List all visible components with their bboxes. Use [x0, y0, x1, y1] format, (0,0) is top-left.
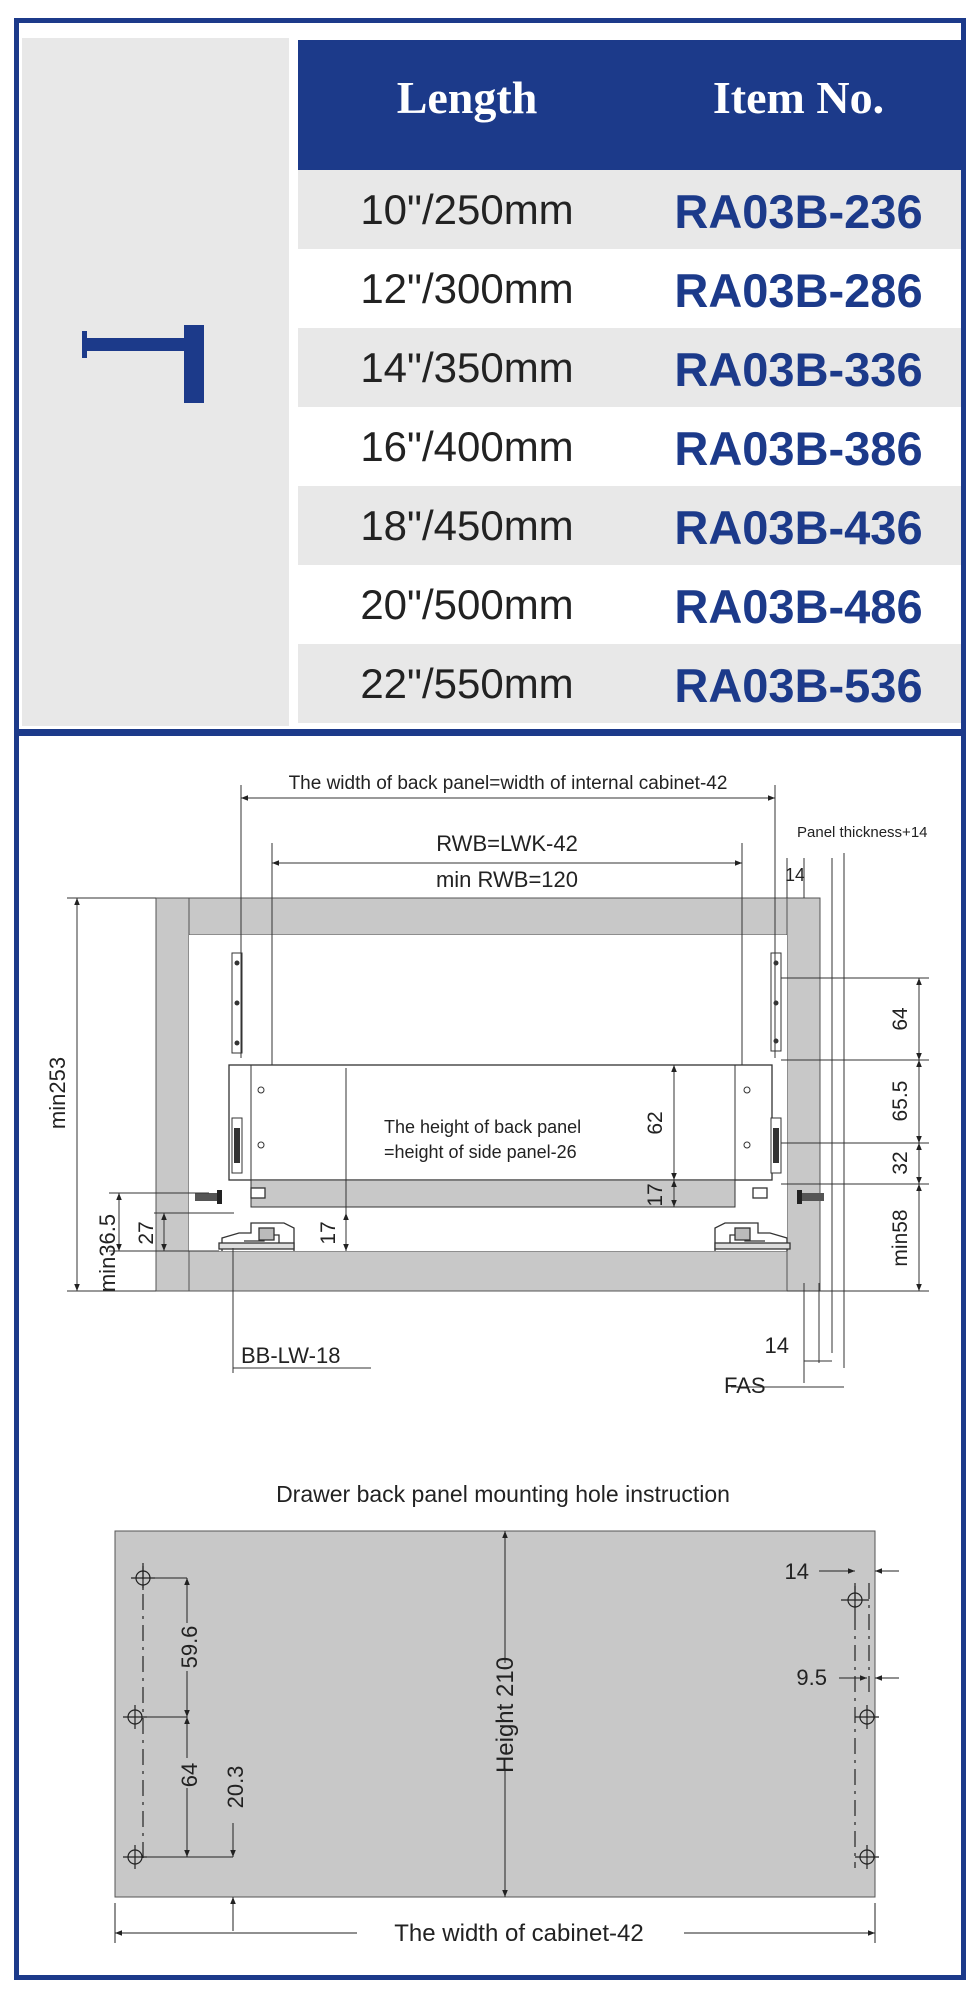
label-min253: min253: [45, 1056, 70, 1130]
label-panel-thickness: Panel thickness+14: [797, 824, 928, 841]
label-27: 27: [135, 1221, 158, 1245]
bottom-panel: [189, 1251, 787, 1291]
label-14-bottom: 14: [764, 1333, 789, 1358]
cell-length: 10"/250mm: [360, 186, 574, 233]
label-59-6: 59.6: [177, 1625, 202, 1669]
header-item-no: Item No.: [712, 72, 885, 123]
cell-item-no: RA03B-386: [674, 422, 923, 475]
mounting-hole-drawing: [115, 1481, 899, 1947]
label-width-cabinet: The width of cabinet-42: [394, 1920, 644, 1947]
label-min36-5: min36.5: [95, 1213, 120, 1293]
cell-item-no: RA03B-536: [674, 659, 923, 712]
cell-item-no: RA03B-436: [674, 501, 923, 554]
cell-length: 18"/450mm: [360, 502, 574, 549]
top-panel: [189, 898, 787, 935]
label-14-right: 14: [784, 1559, 809, 1584]
cell-item-no: RA03B-236: [674, 185, 923, 238]
label-62: 62: [644, 1111, 667, 1135]
cell-length: 16"/400mm: [360, 423, 574, 470]
label-64: 64: [889, 1007, 912, 1031]
cell-item-no: RA03B-336: [674, 343, 923, 396]
label-height-210: Height 210: [492, 1656, 519, 1774]
label-65-5: 65.5: [889, 1080, 912, 1122]
label-14-top: 14: [784, 865, 806, 885]
label-height-note-1: The height of back panel: [384, 1117, 582, 1137]
spec-sheet-frame: [14, 18, 966, 1980]
label-17-low: 17: [317, 1221, 340, 1245]
label-64-holes: 64: [177, 1762, 202, 1788]
technical-drawings: [19, 23, 961, 1980]
label-20-3: 20.3: [223, 1765, 248, 1809]
cell-length: 14"/350mm: [360, 344, 574, 391]
label-bb-lw-18: BB-LW-18: [241, 1343, 341, 1368]
left-cabinet-side: [156, 898, 189, 1291]
label-17-mid: 17: [644, 1183, 667, 1207]
label-height-note-2: =height of side panel-26: [384, 1142, 577, 1162]
label-back-panel-width: The width of back panel=width of internal cabinet-42: [288, 773, 728, 794]
header-length: Length: [396, 72, 538, 123]
cell-item-no: RA03B-486: [674, 580, 923, 633]
label-mounting-title: Drawer back panel mounting hole instruction: [276, 1481, 730, 1507]
label-fas: FAS: [724, 1373, 766, 1398]
label-9-5: 9.5: [796, 1665, 827, 1690]
cell-length: 22"/550mm: [360, 660, 574, 707]
label-min58: min58: [889, 1209, 912, 1267]
cell-length: 12"/300mm: [360, 265, 574, 312]
label-32: 32: [889, 1151, 912, 1175]
label-min-rwb: min RWB=120: [435, 867, 579, 892]
cell-length: 20"/500mm: [360, 581, 574, 628]
drawer-cross-section: [45, 773, 929, 1398]
cell-item-no: RA03B-286: [674, 264, 923, 317]
right-cabinet-side: [787, 898, 820, 1291]
label-rwb: RWB=LWK-42: [436, 831, 578, 856]
